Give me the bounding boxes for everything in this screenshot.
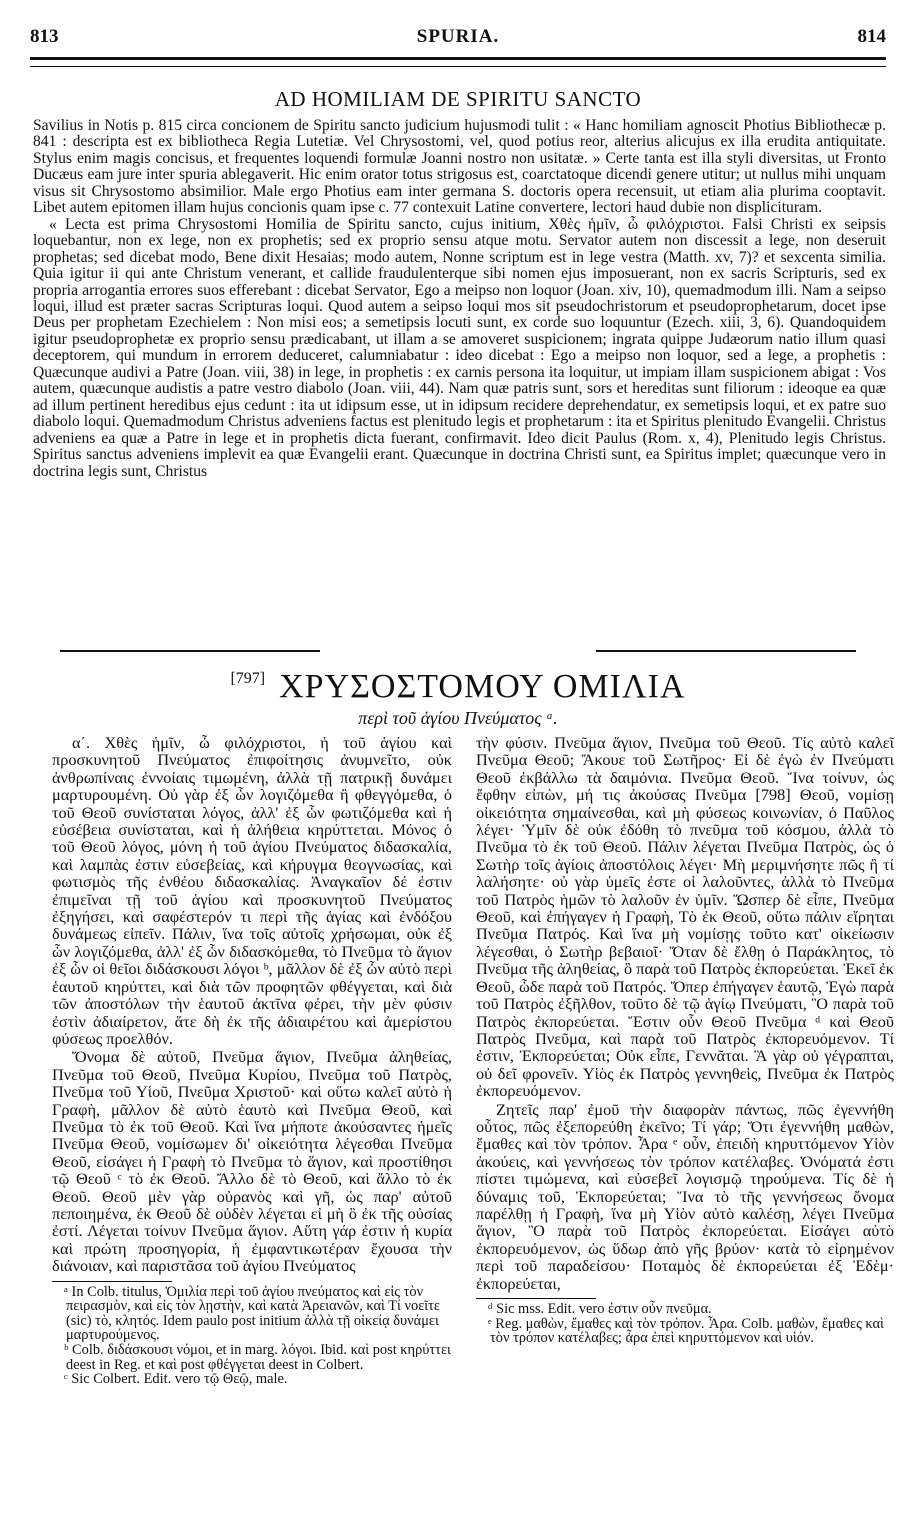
header-rule [30,57,886,67]
latin-introduction [33,118,886,480]
greek-paragraph: α΄. Χθὲς ἡμῖν, ὦ φιλόχριστοι, ἡ τοῦ ἁγίου καὶ προσκυνητοῦ Πνεύματος ἐπιφοίτησις ἀνυμνεῖτο, οὐκ ἀνθρωπίναις ἐννοίαις τιμωμένη, ἀλλὰ τῇ πατρικῇ δυνάμει μαρτυρουμένη. Οὐ γὰρ ἐξ ὧν λογιζόμεθα ἢ φθεγγόμεθα, ὁ τοῦ Θεοῦ συνίσταται λόγος, ἀλλ' ἐξ ὧν φωτιζόμεθα καὶ ἡ εὐσέβεια συνίσταται, καὶ ἡ ἀλήθεια κηρύττεται. Μόνος ὁ τοῦ Θεοῦ λόγος, μόνη ἡ τοῦ ἁγίου Πνεύματος διδασκαλία, καὶ λαμπὰς ἐστιν εὐσεβείας, καὶ κήρυγμα θεογνωσίας, καὶ φωτισμὸς τῆς ἐνθέου διδασκαλίας. Ἀναγκαῖον δέ ἐστιν ἐπιμεῖναι τῇ τοῦ ἁγίου καὶ προσκυνητοῦ Πνεύματος ἐξηγήσει, καὶ σαφέστερόν τι περὶ τῆς ἁγίας καὶ ἐνδόξου δυνάμεως εἰπεῖν. Πάλιν, ἵνα τοῖς αὐτοῖς χρήσωμαι, οὐκ ἐξ ὧν λογιζόμεθα, ἀλλ' ἐξ ὧν διδασκόμεθα, τὸ Πνεῦμα τὸ ἅγιον ἐξ ὧν οἱ θεῖοι διδάσκουσι λόγοι ᵇ, μᾶλλον δὲ ἐξ ὧν αὐτὸ περὶ ἑαυτοῦ κηρύττει, καὶ διὰ τῶν προφητῶν φθέγγεται, καὶ διὰ τῶν ἀποστόλων τὴν ἑαυτοῦ ἀκτῖνα φέρει, τὴν μὲν φύσιν ἐστὶν ἀδιαίρετον, ἅτε δὴ ἐκ τῆς ἀδιαιρέτου καὶ ἀμερίστου φύσεως προελθόν. [52,733,452,1048]
page-reference: [797] [230,670,266,687]
running-title: SPURIA. [416,26,500,47]
footnote: ᵃ In Colb. titulus, Ὁμιλία περὶ τοῦ ἁγίου πνεύματος καὶ εἰς τὸν πειρασμὸν, καὶ εἰς τὸν λῃστὴν, καὶ κατὰ Ἀρειανῶν, καὶ Τί νοεῖτε (sic) τὸ, κλητός. Idem paulo post initium ἀλλὰ τῇ οἰκείᾳ δυνάμει μαρτυρούμενος. [64,1283,440,1344]
intro-paragraph-1: Savilius in Notis p. 815 circa concionem de Spiritu sancto judicium hujusmodi tulit : « Hanc homiliam agnoscit Photius Bibliothecæ p. 841 : descripta est ex bibliotheca Regia Lutetiæ. Vel Chrysostomi, vel, quod potius reor, alterius alicujus ex illa erudita antiquitate. Stylus enim magis concisus, et frequentes loquendi formulæ Joanni nostro non usitatæ. » Certe tanta est illa styli diversitas, ut Fronto Ducæus eam jure inter spuria ablegaverit. Hic enim orator totus strigosus est, coarctatoque dicendi genere utitur; ut nullus mihi unquam visus sit Chrysostomo absimilior. Male ergo Photius eam inter germana S. doctoris opera recensuit, ut etiam alia plurima cooptavit. Libet autem epitomen illam hujus concionis quam ipse c. 77 contexuit Latine convertere, lectori haud dubie non displicituram. [33,117,886,217]
page-number-left: 813 [30,26,59,47]
running-head [30,26,886,50]
footnote: ᵉ Reg. μαθὼν, ἔμαθες καὶ τὸν τρόπον. Ἆρα. Colb. μαθὼν, ἔμαθες καὶ τὸν τρόπον κατέλαβες; ἆρα ἐπεὶ κηρυττόμενον καὶ υἱόν. [488,1315,884,1347]
greek-paragraph: Ζητεῖς παρ' ἐμοῦ τὴν διαφορὰν πάντως, πῶς ἐγεννήθη οὗτος, πῶς ἐξεπορεύθη ἐκεῖνο; Τί γάρ; Ὅτι ἐγεννήθη μαθὼν, ἔμαθες καὶ τὸν τρόπον. Ἆρα ᵉ οὖν, ἐπειδὴ κηρυττόμενον Υἱὸν ἀκούεις, καὶ γεννήσεως τὸν τρόπον κατέλαβες. Ὀνόματά ἐστι πίστει τιμώμενα, καὶ εὐσεβεῖ λογισμῷ τηρούμενα. Τίς δὲ ἡ δύναμις τοῦ, Ἐκπορεύεται; Ἵνα τὸ τῆς γεννήσεως ὄνομα παρέλθῃ ἡ Γραφὴ, ἵνα μὴ Υἱὸν αὐτὸ καλέσῃ, λέγει Πνεῦμα ἅγιον, Ὃ παρὰ τοῦ Πατρὸς ἐκπορεύεται. Εἰσάγει αὐτὸ ἐκπορευόμενον, ὡς ὕδωρ ἀπὸ γῆς βρύον· κατὰ τὸ εἰρημένον περὶ τοῦ παραδείσου· Ποταμὸς δὲ ἐκπορεύεται ἐξ Ἐδὲμ· ἐκπορεύεται, [476,1099,894,1293]
footnotes-right [476,1302,894,1346]
intro-paragraph-2: « Lecta est prima Chrysostomi Homilia de Spiritu sancto, cujus initium, Χθὲς ἡμῖν, ὦ φιλόχριστοι. Falsi Christi ex seipsis loquebantur, non ex lege, non ex prophetis; sed ex proprio sensu atque motu. Servator autem non discessit a lege, non deseruit prophetas; sed dicebat modo, Bene dixit Hesaias; modo autem, Nonne scriptum est in lege vestra (Matth. xv, 7)? et sexcenta similia. Quia igitur ii qui ante Christum venerant, et callide fraudulenterque sibi nomen ejus imposuerant, non ex sacris Scripturis, sed ex propria arrogantia errores suos efferebant : dicebat Servator, Ego a meipso non loquor (Joan. xiv, 10), quemadmodum illi. Nam a seipso loqui, illud est præter sacras Scripturas loqui. Quod autem a seipso loqui mos sit pseudochristorum et pseudoprophetarum, docet ipse Deus per prophetam Ezechielem : Non misi eos; a semetipsis locuti sunt, ex corde suo loquuntur (Ezech. xiii, 3, 6). Quandoquidem igitur pseudoprophetæ ex proprio sensu prædicabant, ut illam a se amoveret suspicionem; ingrata quippe Judæorum natio illum quasi deceptorem, qui mundum in errorem deduceret, calumniabatur : ideo dicebat : Ego a meipso non loquor, sed a lege, a prophetis : Quæcunque audivi a Patre (Joan. viii, 38) in lege, in prophetis : ex carnis persona ita loquitur, ut impiam illam suspicionem abigat : Vos autem, quæcunque audistis a patre vestro diabolo (Joan. viii, 44). Nam quæ patris sunt, sors et hereditas sunt filiorum : ideoque ea quæ ad illum pertinent heredibus ejus cedunt : ita ut idipsum esse, ut in idipsum recidere deprehendatur, ex semetipsis loqui, et ex patre suo diabolo loqui. Quemadmodum Christus adveniens factus est plenitudo legis et prophetarum : ita et Spiritus plenitudo Evangelii. Christus adveniens ea quæ a Patre in lege et in prophetis dicta fuerant, confirmavit. Ideo dicit Paulus (Rom. x, 4), Plenitudo legis Christus. Spiritus sanctus adveniens implevit ea quæ Evangelii erant. Quæcunque in doctrina Christi sunt, ea Spiritus implet; quæcunque vero in doctrina legis sunt, Christus [33,215,886,480]
footnote-rule [52,1281,172,1282]
footnote-rule [476,1298,596,1299]
greek-paragraph: τὴν φύσιν. Πνεῦμα ἅγιον, Πνεῦμα τοῦ Θεοῦ. Τίς αὐτὸ καλεῖ Πνεῦμα Θεοῦ; Ἄκουε τοῦ Σωτῆρος· Εἰ δὲ ἐγὼ ἐν Πνεύματι Θεοῦ ἐκβάλλω τὰ δαιμόνια. Πνεῦμα Θεοῦ. Ἵνα τοίνυν, ὡς ἔφθην εἰπὼν, μή τις ἀκούσας Πνεῦμα [798] Θεοῦ, νομίσῃ οἰκειότητα σημαίνεσθαι, καὶ μὴ φύσεως κοινωνίαν, ὁ Παῦλος λέγει· Ὑμῖν δὲ οὐκ ἐδόθη τὸ πνεῦμα τοῦ κόσμου, ἀλλὰ τὸ Πνεῦμα τὸ ἐκ τοῦ Θεοῦ. Πάλιν λέγεται Πνεῦμα Πατρὸς, ὡς ὁ Σωτὴρ τοῖς ἁγίοις ἀποστόλοις λέγει· Μὴ μεριμνήσητε πῶς ἢ τί λαλήσητε· οὐ γὰρ ὑμεῖς ἐστε οἱ λαλοῦντες, ἀλλὰ τὸ Πνεῦμα τοῦ Πατρὸς ἡμῶν τὸ λαλοῦν ἐν ὑμῖν. Ὥσπερ δὲ εἶπε, Πνεῦμα Θεοῦ, καὶ ἐπήγαγεν ἡ Γραφὴ, Τὸ ἐκ Θεοῦ, οὕτω πάλιν εἴρηται Πνεῦμα Πατρός. Καὶ ἵνα μὴ νομίσῃς τοῦτο κατ' οἰκείωσιν λέγεσθαι, ὁ Σωτὴρ βεβαιοῖ· Ὅταν δὲ ἔλθῃ ὁ Παράκλητος, τὸ Πνεῦμα τῆς ἀληθείας, ὃ παρὰ τοῦ Πατρὸς ἐκπορεύεται. Ἐκεῖ ἐκ Θεοῦ, ὧδε παρὰ τοῦ Πατρός. Ὅπερ ἐπήγαγεν ἑαυτῷ, Ἐγὼ παρὰ τοῦ Πατρὸς ἐξῆλθον, τοῦτο δὲ τῷ ἁγίῳ Πνεύματι, Ὃ παρὰ τοῦ Πατρὸς ἐκπορεύεται. Ἔστιν οὖν Θεοῦ Πνεῦμα ᵈ καὶ Θεοῦ Πατρὸς Πνεῦμα, καὶ παρὰ τοῦ Πατρὸς ἐκπορευόμενον. Τί ἐστιν, Ἐκπορεύεται; Οὐκ εἶπε, Γεννᾶται. Ἃ γὰρ οὐ γέγραπται, οὐ δεῖ φρονεῖν. Υἱὸς ἐκ Πατρὸς γεννηθεὶς, Πνεῦμα ἐκ Πατρὸς ἐκπορευόμενον. [476,733,894,1101]
greek-paragraph: Ὄνομα δὲ αὐτοῦ, Πνεῦμα ἅγιον, Πνεῦμα ἀληθείας, Πνεῦμα τοῦ Θεοῦ, Πνεῦμα Κυρίου, Πνεῦμα τοῦ Πατρὸς, Πνεῦμα τοῦ Υἱοῦ, Πνεῦμα Χριστοῦ· καὶ οὕτω καλεῖ αὐτὸ ἡ Γραφὴ, μᾶλλον δὲ αὐτὸ ἑαυτὸ καὶ Πνεῦμα Θεοῦ, καὶ Πνεῦμα τὸ ἐκ τοῦ Θεοῦ. Καὶ ἵνα μήποτε ἀκούσαντες ἡμεῖς Πνεῦμα Θεοῦ, νομίσωμεν δι' οἰκειότητα λέγεσθαι Πνεῦμα Θεοῦ, εἰσάγει ἡ Γραφὴ τὸ Πνεῦμα τὸ ἅγιον, καὶ προστίθησι τῷ Θεοῦ ᶜ τὸ ἐκ Θεοῦ. Ἄλλο δὲ τὸ Θεοῦ, καὶ ἄλλο τὸ ἐκ Θεοῦ. Θεοῦ μὲν γὰρ οὐρανὸς καὶ γῆ, ὡς παρ' αὐτοῦ πεποιημένα, ἐκ Θεοῦ δὲ οὐδὲν λέγεται εἰ μὴ ὃ ἐκ τῆς οὐσίας ἐστί. Λέγεται τοίνυν Πνεῦμα ἅγιον. Αὕτη γάρ ἐστιν ἡ κυρία καὶ πρώτη προσηγορία, ἡ ἐμφαντικωτέραν ἔχουσα τὴν διάνοιαν, καὶ παριστᾶσα τοῦ ἁγίου Πνεύματος [52,1047,452,1276]
separator-rule-right [596,650,856,652]
greek-column-right [476,734,894,1346]
footnote: ᵈ Sic mss. Edit. vero ἐστιν οὖν πνεῦμα. [488,1301,712,1317]
homily-title [0,668,916,706]
footnote: ᶜ Sic Colbert. Edit. vero τῷ Θεῷ, male. [64,1371,288,1388]
separator-rule-left [60,650,320,652]
footnote: ᵇ Colb. διδάσκουσι νόμοι, et in marg. λόγοι. Ibid. καὶ post κηρύττει deest in Reg. et καὶ post φθέγγεται deest in Colbert. [64,1341,451,1373]
homily-subtitle: περὶ τοῦ ἁγίου Πνεύματος ᵃ. [358,708,558,728]
footnotes-left [52,1285,452,1387]
page-number-right: 814 [857,26,886,47]
homily-title-text: ΧΡΥΣΟΣΤΟΜΟΥ ΟΜΙΛΙΑ [279,668,686,705]
greek-column-left [52,734,452,1387]
section-title: AD HOMILIAM DE SPIRITU SANCTO [274,87,642,111]
